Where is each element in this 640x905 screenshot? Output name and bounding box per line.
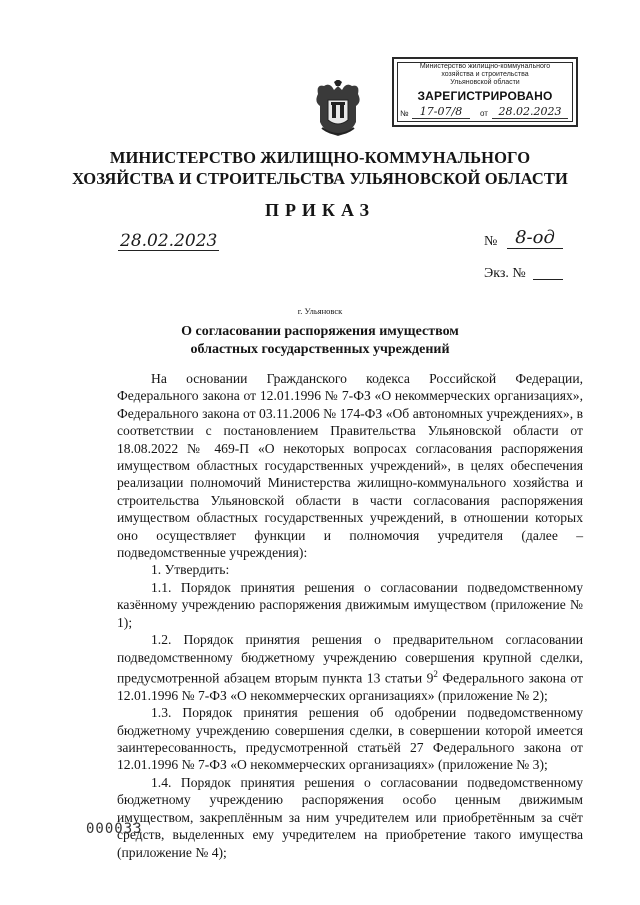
item-1-2-text-b: Федерального закона от 12.01.1996 № 7-ФЗ «О некоммерческих организациях» (приложение № 2); (117, 670, 583, 703)
item-1-2 (117, 631, 583, 704)
ministry-heading-line-1: МИНИСТЕРСТВО ЖИЛИЩНО-КОММУНАЛЬНОГО (109, 148, 531, 167)
approve-clause: 1. Утвердить: (151, 562, 230, 578)
item-1-2-superscript: 2 (433, 668, 438, 679)
order-date: 28.02.2023 (120, 231, 218, 251)
item-1-2-text-a: 1.2. Порядок принятия решения о предварительном согласовании подведомственному бюджетному учреждению совершения крупной сделки, предусмотренной абзацем вторым пункта 13 статьи 9 (117, 632, 583, 686)
item-1-3: 1.3. Порядок принятия решения об одобрении подведомственному бюджетному учреждению совершения сделки, в совершении которой имеется заинтересованность, предусмотренной статьёй 27 Федерального закона от 12.01.1996 № 7-ФЗ «О некоммерческих организациях» (приложение № 3); (117, 705, 583, 773)
preamble-paragraph: На основании Гражданского кодекса Российской Федерации, Федерального закона от 12.01.1996 № 7-ФЗ «О некоммерческих организациях», Федерального закона от 03.11.2006 № 174-ФЗ «Об автономных учреждениях», в соответствии с постановлением Правительства Ульяновской области от 18.08.2022 № 469-П «О некоторых вопросах согласования распоряжения имуществом областных государственных учреждений», в целях обеспечения реализации полномочий Министерства жилищно-коммунального хозяйства и строительства Ульяновской области в части согласования распоряжения имуществом областных государственных учреждений, в отношении которых оно осуществляет функции и полномочия учредителя (далее – подведомственные учреждения): (117, 371, 583, 561)
registration-stamp (392, 57, 578, 127)
order-title (100, 323, 540, 359)
stamp-number-value: 17-07/8 (412, 105, 470, 119)
order-body (117, 370, 583, 861)
item-1-1: 1.1. Порядок принятия решения о согласовании подведомственному казённому учреждению распоряжения движимым имуществом (приложение № 1); (117, 579, 583, 630)
order-title-line-1: О согласовании распоряжения имуществом (181, 324, 459, 339)
stamp-date-label: от (480, 109, 488, 118)
stamp-number-label: № (400, 109, 409, 118)
ministry-heading-line-2: ХОЗЯЙСТВА И СТРОИТЕЛЬСТВА УЛЬЯНОВСКОЙ ОБЛАСТИ (72, 169, 568, 188)
document-type-heading: ПРИКАЗ (264, 200, 376, 220)
ministry-heading (60, 147, 580, 189)
item-1-4: 1.4. Порядок принятия решения о согласовании подведомственному бюджетному учреждению распоряжения особо ценным движимым имуществом, закреплённым за ним учредителем или приобретённым за счёт средств, выделенных ему учредителем на приобретение такого имущества (приложение № 4); (117, 774, 583, 860)
stamp-line-1: Министерство жилищно-коммунального (419, 63, 551, 70)
stamp-line-3: Ульяновской области (450, 79, 520, 86)
coat-of-arms-emblem (312, 80, 364, 140)
stamp-line-2: хозяйства и строительства (441, 71, 529, 78)
order-number-label: № (484, 234, 498, 249)
stamp-date-value: 28.02.2023 (492, 105, 568, 119)
city-label: г. Ульяновск (297, 306, 343, 316)
copy-number-label: Экз. № (484, 266, 526, 281)
stamp-registered-label: ЗАРЕГИСТРИРОВАНО (417, 89, 553, 103)
page-code: 000033 (86, 821, 143, 837)
copy-number-blank-line (533, 279, 563, 280)
order-title-line-2: областных государственных учреждений (190, 342, 450, 357)
order-number-value: 8-од (507, 228, 563, 249)
